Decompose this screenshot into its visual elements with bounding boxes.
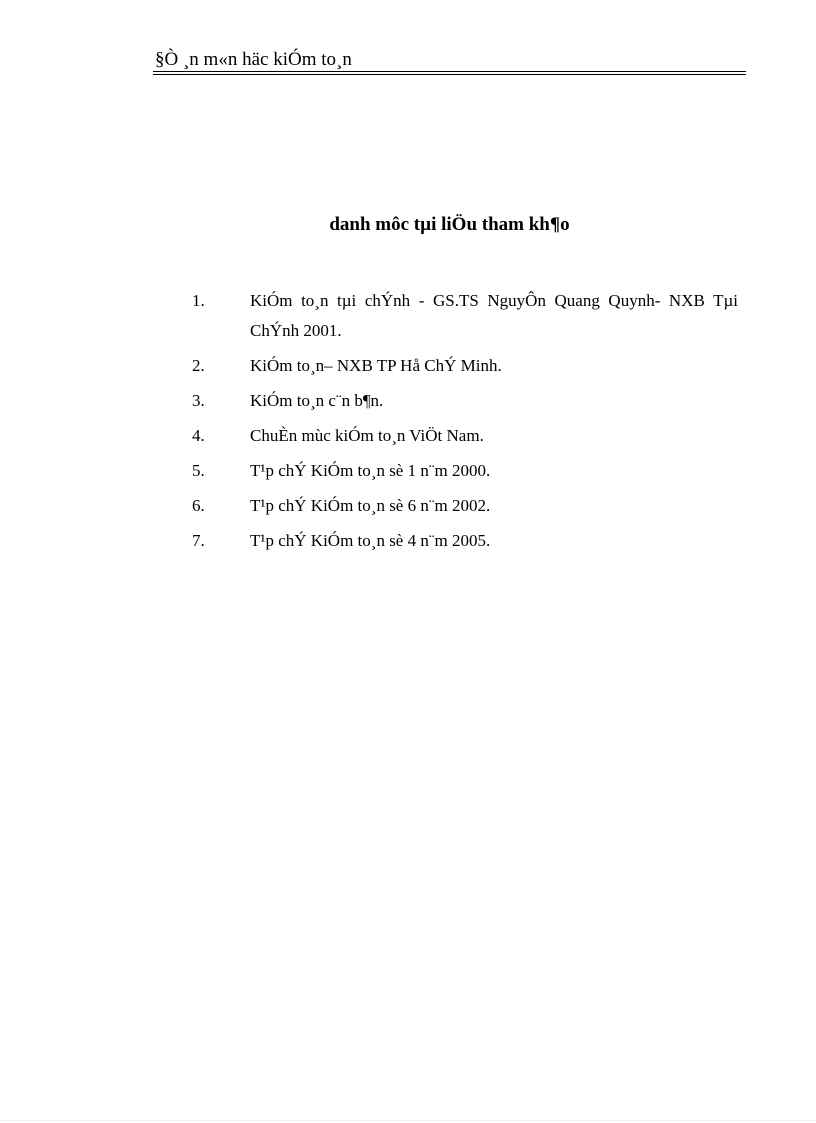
reference-number: 6.: [192, 496, 205, 515]
reference-item: [192, 386, 738, 416]
reference-text: ChuÈn mùc kiÓm to¸n ViÖt Nam.: [250, 426, 484, 445]
page-header: [153, 49, 746, 75]
reference-list: [192, 286, 738, 561]
reference-text: T¹p chÝ KiÓm to¸n sè 1 n¨m 2000.: [250, 461, 491, 480]
reference-text: T¹p chÝ KiÓm to¸n sè 6 n¨m 2002.: [250, 496, 491, 515]
reference-item: [192, 491, 738, 521]
reference-text: KiÓm to¸n c¨n b¶n.: [250, 391, 384, 410]
reference-text: KiÓm to¸n tµi chÝnh - GS.TS NguyÔn Quang Quynh- NXB Tµi ChÝnh 2001.: [250, 291, 738, 340]
reference-number: 3.: [192, 391, 205, 410]
references-heading: danh môc tµi liÖu tham kh¶o: [329, 214, 570, 235]
reference-number: 2.: [192, 356, 205, 375]
reference-number: 1.: [192, 291, 205, 310]
reference-text: KiÓm to¸n– NXB TP Hå ChÝ Minh.: [250, 356, 502, 375]
page-bottom-edge: [0, 1120, 816, 1121]
reference-item: [192, 421, 738, 451]
reference-text: T¹p chÝ KiÓm to¸n sè 4 n¨m 2005.: [250, 531, 491, 550]
reference-item: [192, 526, 738, 556]
reference-number: 4.: [192, 426, 205, 445]
reference-item: [192, 351, 738, 381]
reference-item: [192, 456, 738, 486]
reference-number: 5.: [192, 461, 205, 480]
header-double-rule: [153, 71, 746, 75]
header-title: §Ò ¸n m«n häc kiÓm to¸n: [155, 49, 352, 70]
reference-number: 7.: [192, 531, 205, 550]
reference-item: [192, 286, 738, 346]
